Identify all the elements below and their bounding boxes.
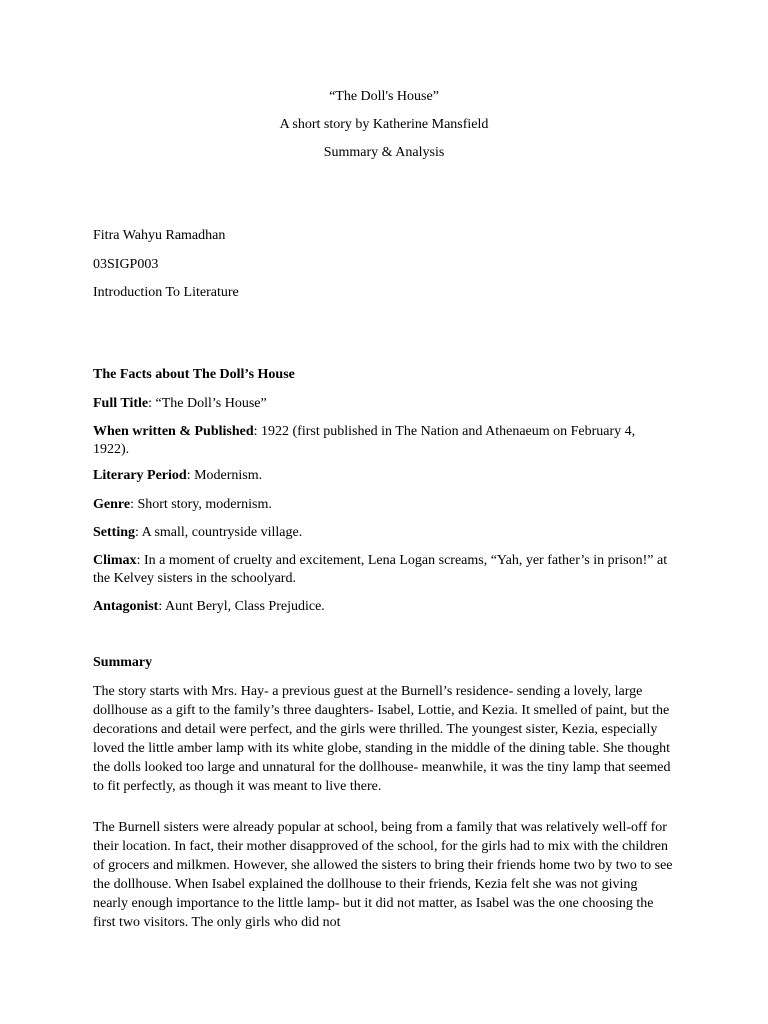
fact-antagonist: [93, 598, 673, 616]
fact-label: Literary Period: [93, 468, 187, 483]
fact-genre: [93, 496, 673, 514]
fact-label: Setting: [93, 525, 135, 540]
fact-label: When written & Published: [93, 424, 254, 439]
summary-heading: Summary: [93, 655, 153, 670]
document-title: “The Doll's House”: [329, 89, 439, 104]
student-id: 03SIGP003: [93, 257, 159, 272]
fact-label: Genre: [93, 497, 131, 512]
summary-paragraph-2: The Burnell sisters were already popular at school, being from a family that was relatively well-off for their location. In fact, their mother disapproved of the school, for the girls had to mix with the children of grocers and milkmen. However, she allowed the sisters to bring their friends home two by two to see the dollhouse. When Isabel explained the dollhouse to their friends, Kezia felt she was not giving nearly enough importance to the little lamp- but it did not matter, as Isabel was the one choosing the first two visitors. The only girls who did not: [93, 820, 673, 930]
summary-paragraph-1: The story starts with Mrs. Hay- a previous guest at the Burnell’s residence- sending a lovely, large dollhouse as a gift to the family’s three daughters- Isabel, Lottie, and Kezia. It smelled of paint, but the decorations and detail were perfect, and the girls were thrilled. The youngest sister, Kezia, especially loved the little amber lamp with its white globe, standing in the middle of the dining table. She thought the dolls looked too large and unnatural for the dollhouse- meanwhile, it was the tiny lamp that seemed to fit perfectly, as though it was meant to live there.: [93, 684, 671, 794]
fact-value: : 1922 (first published in The Nation and Athenaeum on February 4, 1922).: [93, 424, 636, 457]
fact-label: Full Title: [93, 396, 149, 411]
fact-setting: [93, 524, 673, 542]
fact-value: : In a moment of cruelty and excitement, Lena Logan screams, “Yah, yer father’s in prison!” at the Kelvey sisters in the schoolyard.: [93, 553, 668, 586]
fact-value: : Aunt Beryl, Class Prejudice.: [158, 599, 325, 614]
fact-label: Antagonist: [93, 599, 159, 614]
fact-value: : “The Doll’s House”: [148, 396, 267, 411]
fact-literary-period: [93, 467, 673, 485]
author-name: Fitra Wahyu Ramadhan: [93, 228, 226, 243]
course-name: Introduction To Literature: [93, 285, 239, 300]
document-subtitle-analysis: Summary & Analysis: [323, 145, 445, 160]
facts-heading: The Facts about The Doll’s House: [93, 367, 295, 382]
fact-label: Climax: [93, 553, 137, 568]
fact-value: : Modernism.: [186, 468, 263, 483]
fact-when-published: [93, 423, 653, 459]
fact-value: : A small, countryside village.: [135, 525, 303, 540]
document-subtitle: A short story by Katherine Mansfield: [279, 117, 489, 132]
fact-value: : Short story, modernism.: [130, 497, 272, 512]
fact-climax: [93, 552, 673, 588]
fact-full-title: [93, 395, 673, 413]
